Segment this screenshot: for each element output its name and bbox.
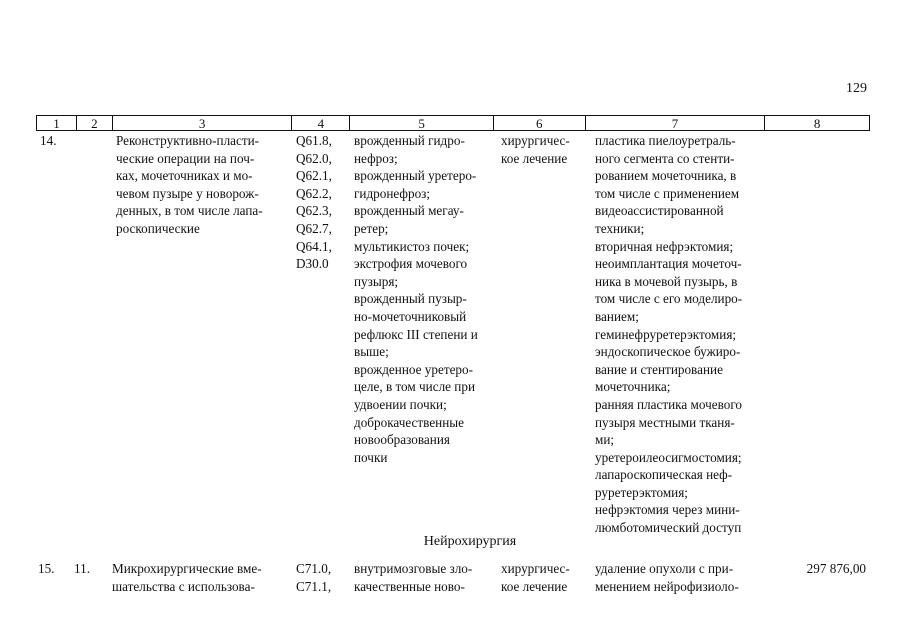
header-col-7: 7: [586, 116, 766, 130]
table-header-row: [36, 115, 870, 131]
header-col-8: 8: [813, 115, 821, 131]
header-col-2: 2: [77, 116, 113, 130]
page-number: 129: [846, 81, 867, 96]
row14-treatment-method: пластика пиелоуретраль- ного сегмента со стенти- рованием мочеточника, в том числе с применением видеоассистированной техники; вторичная нефрэктомия; неоимплантация мочеточ- ника в мочевой пузырь, в том числе с его моделиро- ванием; геминефруретерэктомия; эндоскопическое бужиро- вание и стентирование мочеточника; ранняя пластика мочевого пузыря местными тканя- ми; уретероилеосигмостомия; лапароскопическая неф- руретерэктомия; нефрэктомия через мини- люмботомический доступ: [595, 133, 743, 536]
row14-icd-codes: Q61.8, Q62.0, Q62.1, Q62.2, Q62.3, Q62.7, Q64.1, D30.0: [296, 133, 332, 272]
header-col-6: 6: [494, 116, 586, 130]
row15-icd-codes: C71.0, C71.1,: [296, 561, 332, 594]
row15-diagnoses: внутримозговые зло- качественные ново-: [354, 561, 473, 594]
section-title: Нейрохирургия: [423, 534, 517, 549]
header-col-4: 4: [292, 116, 350, 130]
row15-number: 15.: [38, 561, 55, 576]
header-col-3: 3: [113, 116, 293, 130]
row15-treatment-type: хирургичес- кое лечение: [501, 561, 570, 594]
row15-col2: 11.: [74, 561, 90, 576]
row15-cost: 297 876,00: [806, 561, 866, 576]
header-col-1: 1: [37, 116, 77, 130]
row15-treatment-method: удаление опухоли с при- менением нейрофизиоло-: [595, 561, 739, 594]
row15-procedure-name: Микрохирургические вме- шательства с использова-: [112, 561, 262, 594]
header-col-5: 5: [350, 116, 494, 130]
row14-procedure-name: Реконструктивно-пласти- ческие операции на поч- ках, мочеточниках и мо- чевом пузыре у новорож- денных, в том числе лапа- роскопические: [116, 133, 263, 236]
row14-diagnoses: врожденный гидро- нефроз; врожденный уретеро- гидронефроз; врожденный мегау- ретер; мультикистоз почек; экстрофия мочевого пузыря; врожденный пузыр- но-мочеточниковый рефлюкс III степени и выше; врожденное уретеро- целе, в том числе при удвоении почки; доброкачественные новообразования почки: [354, 133, 478, 465]
row14-number: 14.: [40, 133, 57, 148]
row14-treatment-type: хирургичес- кое лечение: [501, 133, 570, 166]
